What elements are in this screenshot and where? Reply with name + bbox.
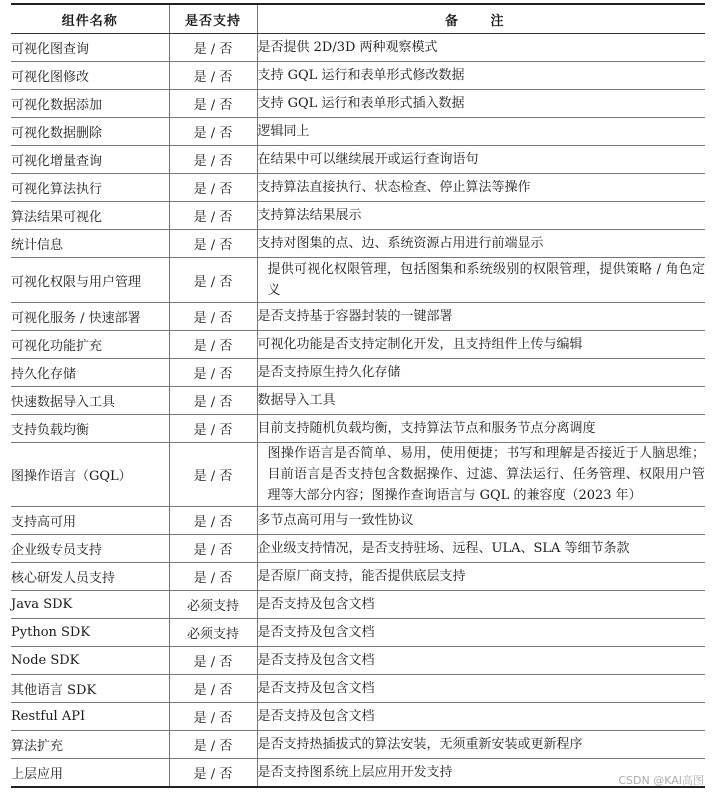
cell-note: 是否支持及包含文档 bbox=[257, 703, 705, 731]
cell-component-name: Restful API bbox=[11, 703, 169, 731]
header-component-name: 组件名称 bbox=[11, 4, 169, 34]
cell-supported: 必须支持 bbox=[169, 591, 257, 619]
cell-supported: 是 / 否 bbox=[169, 703, 257, 731]
cell-note: 是否支持热插拔式的算法安装，无须重新安装或更新程序 bbox=[257, 731, 705, 759]
cell-note: 是否支持及包含文档 bbox=[257, 619, 705, 647]
cell-supported: 是 / 否 bbox=[169, 647, 257, 675]
cell-note: 提供可视化权限管理，包括图集和系统级别的权限管理，提供策略 / 角色定义 bbox=[257, 258, 705, 303]
cell-component-name: 支持高可用 bbox=[11, 507, 169, 535]
table-row bbox=[11, 146, 705, 174]
cell-component-name: 支持负载均衡 bbox=[11, 415, 169, 443]
cell-component-name: 算法扩充 bbox=[11, 731, 169, 759]
cell-supported: 是 / 否 bbox=[169, 303, 257, 331]
cell-note: 可视化功能是否支持定制化开发，且支持组件上传与编辑 bbox=[257, 331, 705, 359]
table-header bbox=[11, 4, 705, 34]
cell-component-name: 可视化服务 / 快速部署 bbox=[11, 303, 169, 331]
table-row bbox=[11, 258, 705, 303]
cell-supported: 是 / 否 bbox=[169, 118, 257, 146]
cell-component-name: 统计信息 bbox=[11, 230, 169, 258]
table-row bbox=[11, 118, 705, 146]
table-row bbox=[11, 591, 705, 619]
cell-note: 是否支持基于容器封装的一键部署 bbox=[257, 303, 705, 331]
cell-supported: 是 / 否 bbox=[169, 759, 257, 788]
cell-note: 支持 GQL 运行和表单形式修改数据 bbox=[257, 62, 705, 90]
table-row bbox=[11, 563, 705, 591]
cell-note: 是否支持及包含文档 bbox=[257, 647, 705, 675]
cell-component-name: 可视化数据删除 bbox=[11, 118, 169, 146]
cell-component-name: Node SDK bbox=[11, 647, 169, 675]
table-row bbox=[11, 331, 705, 359]
cell-note: 是否原厂商支持，能否提供底层支持 bbox=[257, 563, 705, 591]
watermark: CSDN @KAI高图 bbox=[618, 774, 704, 787]
feature-table-container bbox=[11, 3, 705, 788]
table-body bbox=[11, 34, 705, 788]
cell-supported: 是 / 否 bbox=[169, 202, 257, 230]
cell-note: 支持对图集的点、边、系统资源占用进行前端显示 bbox=[257, 230, 705, 258]
cell-component-name: 可视化权限与用户管理 bbox=[11, 258, 169, 303]
header-note: 备 注 bbox=[257, 4, 705, 34]
cell-component-name: 可视化算法执行 bbox=[11, 174, 169, 202]
cell-note: 支持算法结果展示 bbox=[257, 202, 705, 230]
table-row bbox=[11, 174, 705, 202]
cell-component-name: Java SDK bbox=[11, 591, 169, 619]
cell-component-name: 可视化数据添加 bbox=[11, 90, 169, 118]
header-row bbox=[11, 4, 705, 34]
feature-table bbox=[11, 3, 705, 788]
table-row bbox=[11, 759, 705, 788]
cell-supported: 是 / 否 bbox=[169, 62, 257, 90]
cell-component-name: 可视化图查询 bbox=[11, 34, 169, 62]
table-row bbox=[11, 62, 705, 90]
table-row bbox=[11, 647, 705, 675]
cell-component-name: 企业级专员支持 bbox=[11, 535, 169, 563]
table-row bbox=[11, 507, 705, 535]
cell-note: 是否提供 2D/3D 两种观察模式 bbox=[257, 34, 705, 62]
cell-note: 目前支持随机负载均衡，支持算法节点和服务节点分离调度 bbox=[257, 415, 705, 443]
cell-component-name: 算法结果可视化 bbox=[11, 202, 169, 230]
cell-supported: 是 / 否 bbox=[169, 331, 257, 359]
table-row bbox=[11, 731, 705, 759]
cell-component-name: 图操作语言（GQL） bbox=[11, 443, 169, 507]
cell-supported: 是 / 否 bbox=[169, 90, 257, 118]
cell-supported: 是 / 否 bbox=[169, 387, 257, 415]
cell-supported: 是 / 否 bbox=[169, 230, 257, 258]
cell-note: 多节点高可用与一致性协议 bbox=[257, 507, 705, 535]
cell-component-name: 持久化存储 bbox=[11, 359, 169, 387]
cell-supported: 必须支持 bbox=[169, 619, 257, 647]
cell-note: 是否支持原生持久化存储 bbox=[257, 359, 705, 387]
table-row bbox=[11, 675, 705, 703]
table-row bbox=[11, 619, 705, 647]
cell-supported: 是 / 否 bbox=[169, 146, 257, 174]
cell-component-name: 可视化增量查询 bbox=[11, 146, 169, 174]
table-row bbox=[11, 230, 705, 258]
cell-supported: 是 / 否 bbox=[169, 507, 257, 535]
table-row bbox=[11, 443, 705, 507]
cell-note: 逻辑同上 bbox=[257, 118, 705, 146]
table-row bbox=[11, 202, 705, 230]
cell-note: 支持算法直接执行、状态检查、停止算法等操作 bbox=[257, 174, 705, 202]
cell-note: 是否支持及包含文档 bbox=[257, 591, 705, 619]
cell-supported: 是 / 否 bbox=[169, 415, 257, 443]
cell-component-name: 其他语言 SDK bbox=[11, 675, 169, 703]
cell-component-name: 上层应用 bbox=[11, 759, 169, 788]
cell-supported: 是 / 否 bbox=[169, 258, 257, 303]
cell-supported: 是 / 否 bbox=[169, 443, 257, 507]
table-row bbox=[11, 387, 705, 415]
header-supported: 是否支持 bbox=[169, 4, 257, 34]
cell-supported: 是 / 否 bbox=[169, 731, 257, 759]
cell-component-name: 核心研发人员支持 bbox=[11, 563, 169, 591]
cell-supported: 是 / 否 bbox=[169, 174, 257, 202]
cell-supported: 是 / 否 bbox=[169, 359, 257, 387]
cell-note: 图操作语言是否简单、易用，使用便捷；书写和理解是否接近于人脑思维；目前语言是否支持包含数据操作、过滤、算法运行、任务管理、权限用户管理等大部分内容；图操作查询语言与 GQL 的兼容度（2023 年） bbox=[257, 443, 705, 507]
table-row bbox=[11, 90, 705, 118]
cell-component-name: 可视化图修改 bbox=[11, 62, 169, 90]
cell-supported: 是 / 否 bbox=[169, 563, 257, 591]
cell-note: 支持 GQL 运行和表单形式插入数据 bbox=[257, 90, 705, 118]
cell-component-name: 快速数据导入工具 bbox=[11, 387, 169, 415]
cell-component-name: Python SDK bbox=[11, 619, 169, 647]
cell-supported: 是 / 否 bbox=[169, 535, 257, 563]
cell-note: 是否支持图系统上层应用开发支持 bbox=[257, 759, 705, 788]
cell-note: 是否支持及包含文档 bbox=[257, 675, 705, 703]
table-row bbox=[11, 303, 705, 331]
table-row bbox=[11, 535, 705, 563]
cell-supported: 是 / 否 bbox=[169, 675, 257, 703]
table-row bbox=[11, 34, 705, 62]
cell-component-name: 可视化功能扩充 bbox=[11, 331, 169, 359]
cell-note: 数据导入工具 bbox=[257, 387, 705, 415]
table-row bbox=[11, 359, 705, 387]
table-row bbox=[11, 415, 705, 443]
table-row bbox=[11, 703, 705, 731]
cell-note: 企业级支持情况，是否支持驻场、远程、ULA、SLA 等细节条款 bbox=[257, 535, 705, 563]
cell-note: 在结果中可以继续展开或运行查询语句 bbox=[257, 146, 705, 174]
cell-supported: 是 / 否 bbox=[169, 34, 257, 62]
